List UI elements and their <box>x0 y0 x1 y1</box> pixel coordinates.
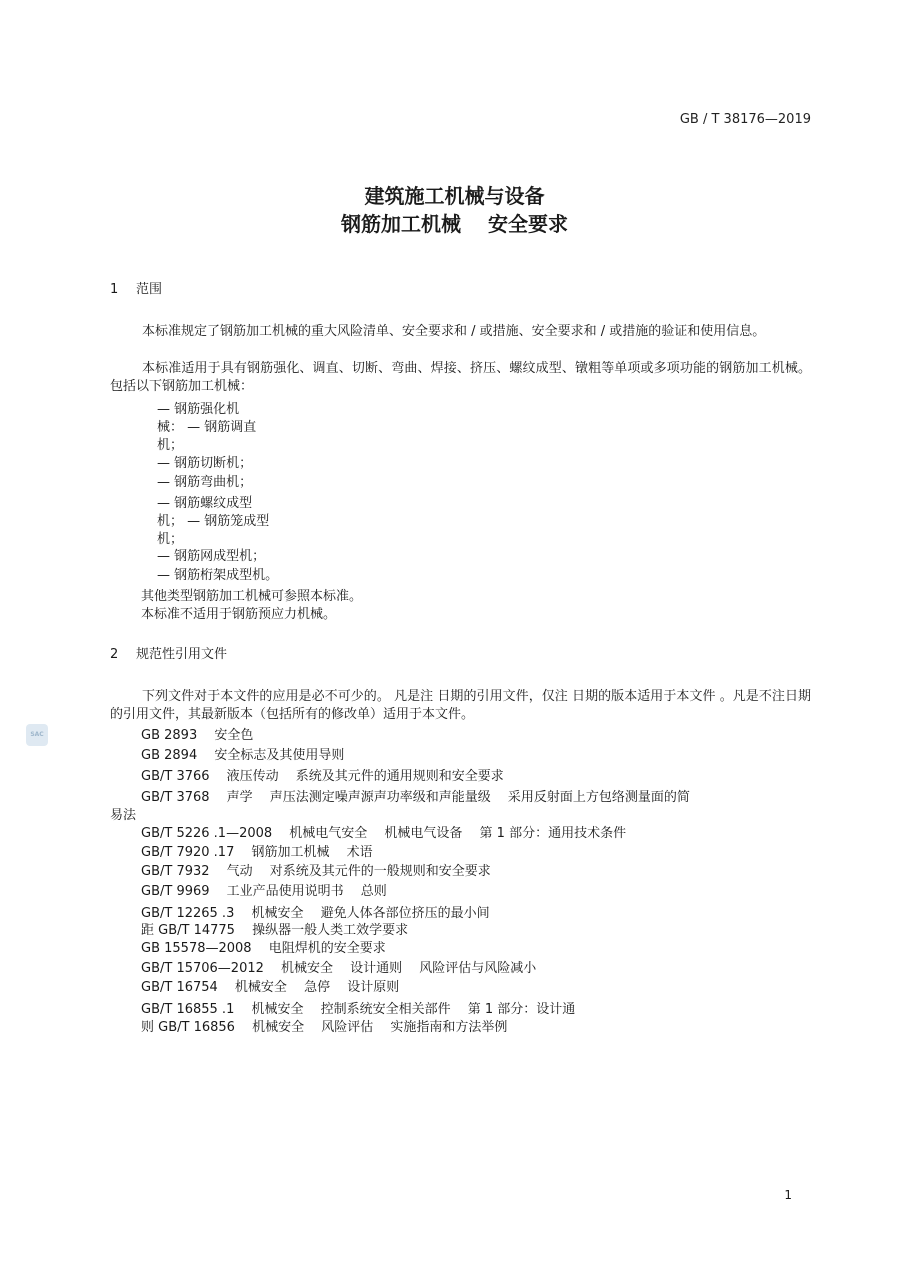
reference-item: GB/T 15706—2012 机械安全 设计通则 风险评估与风险减小 <box>141 961 537 976</box>
section-1-paragraph-4: 本标准不适用于钢筋预应力机械。 <box>141 607 337 622</box>
list-item: — 钢筋桁架成型机。 <box>157 568 279 583</box>
reference-item: GB/T 3766 液压传动 系统及其元件的通用规则和安全要求 <box>141 769 504 784</box>
reference-item: GB 2893 安全色 <box>141 728 254 743</box>
list-item: — 钢筋切断机； <box>157 456 253 471</box>
list-item: — 钢筋螺纹成型 <box>157 496 253 511</box>
list-item: 械： — 钢筋调直 <box>157 420 257 435</box>
reference-item: GB 15578—2008 电阻焊机的安全要求 <box>141 941 386 956</box>
document-title-line2: 钢筋加工机械 安全要求 <box>341 212 568 236</box>
list-item: 机； <box>157 532 184 547</box>
reference-item: GB/T 3768 声学 声压法测定噪声源声功率级和声能量级 采用反射面上方包络测量面的简 <box>141 790 690 805</box>
reference-item: GB/T 9969 工业产品使用说明书 总则 <box>141 884 387 899</box>
reference-item: 则 GB/T 16856 机械安全 风险评估 实施指南和方法举例 <box>141 1020 508 1035</box>
section-2-paragraph-1: 下列文件对于本文件的应用是必不可少的。 凡是注 日期的引用文件，仅注 日期的版本适用于本文件 。凡是不注日期的引用文件，其最新版本（包括所有的修改单）适用于本文件。 <box>110 689 811 722</box>
list-item: 机； <box>157 438 184 453</box>
page-number: 1 <box>784 1188 792 1202</box>
reference-item: GB/T 12265 .3 机械安全 避免人体各部位挤压的最小间 <box>141 906 490 921</box>
reference-item: GB/T 7920 .17 钢筋加工机械 术语 <box>141 845 373 860</box>
list-item: — 钢筋强化机 <box>157 402 240 417</box>
list-item: — 钢筋网成型机； <box>157 549 266 564</box>
section-2-heading <box>110 643 227 662</box>
section-1-paragraph-3: 其他类型钢筋加工机械可参照本标准。 <box>141 589 363 604</box>
section-number: 1 <box>110 282 119 297</box>
list-item: — 钢筋弯曲机； <box>157 475 253 490</box>
sac-logo: SAC <box>26 724 48 746</box>
reference-item: GB/T 16855 .1 机械安全 控制系统安全相关部件 第 1 部分：设计通 <box>141 1002 576 1017</box>
reference-item: GB/T 7932 气动 对系统及其元件的一般规则和安全要求 <box>141 864 491 879</box>
reference-item: GB 2894 安全标志及其使用导则 <box>141 748 345 763</box>
reference-item: 易法 <box>110 808 137 823</box>
section-number: 2 <box>110 647 119 662</box>
reference-item: GB/T 5226 .1—2008 机械电气安全 机械电气设备 第 1 部分：通用技术条件 <box>141 826 627 841</box>
section-title: 规范性引用文件 <box>136 647 228 662</box>
section-1-paragraph-2: 本标准适用于具有钢筋强化、调直、切断、弯曲、焊接、挤压、螺纹成型、镦粗等单项或多项功能的钢筋加工机械。 包括以下钢筋加工机械： <box>110 361 811 394</box>
section-1-paragraph-1: 本标准规定了钢筋加工机械的重大风险清单、安全要求和 / 或措施、安全要求和 / 或措施的验证和使用信息。 <box>142 324 766 339</box>
reference-item: 距 GB/T 14775 操纵器一般人类工效学要求 <box>141 923 409 938</box>
standard-number: GB / T 38176—2019 <box>679 112 811 127</box>
section-title: 范围 <box>136 282 163 297</box>
reference-item: GB/T 16754 机械安全 急停 设计原则 <box>141 980 400 995</box>
list-item: 机； — 钢筋笼成型 <box>157 514 270 529</box>
document-title-line1: 建筑施工机械与设备 <box>364 184 545 208</box>
section-1-heading <box>110 278 162 297</box>
